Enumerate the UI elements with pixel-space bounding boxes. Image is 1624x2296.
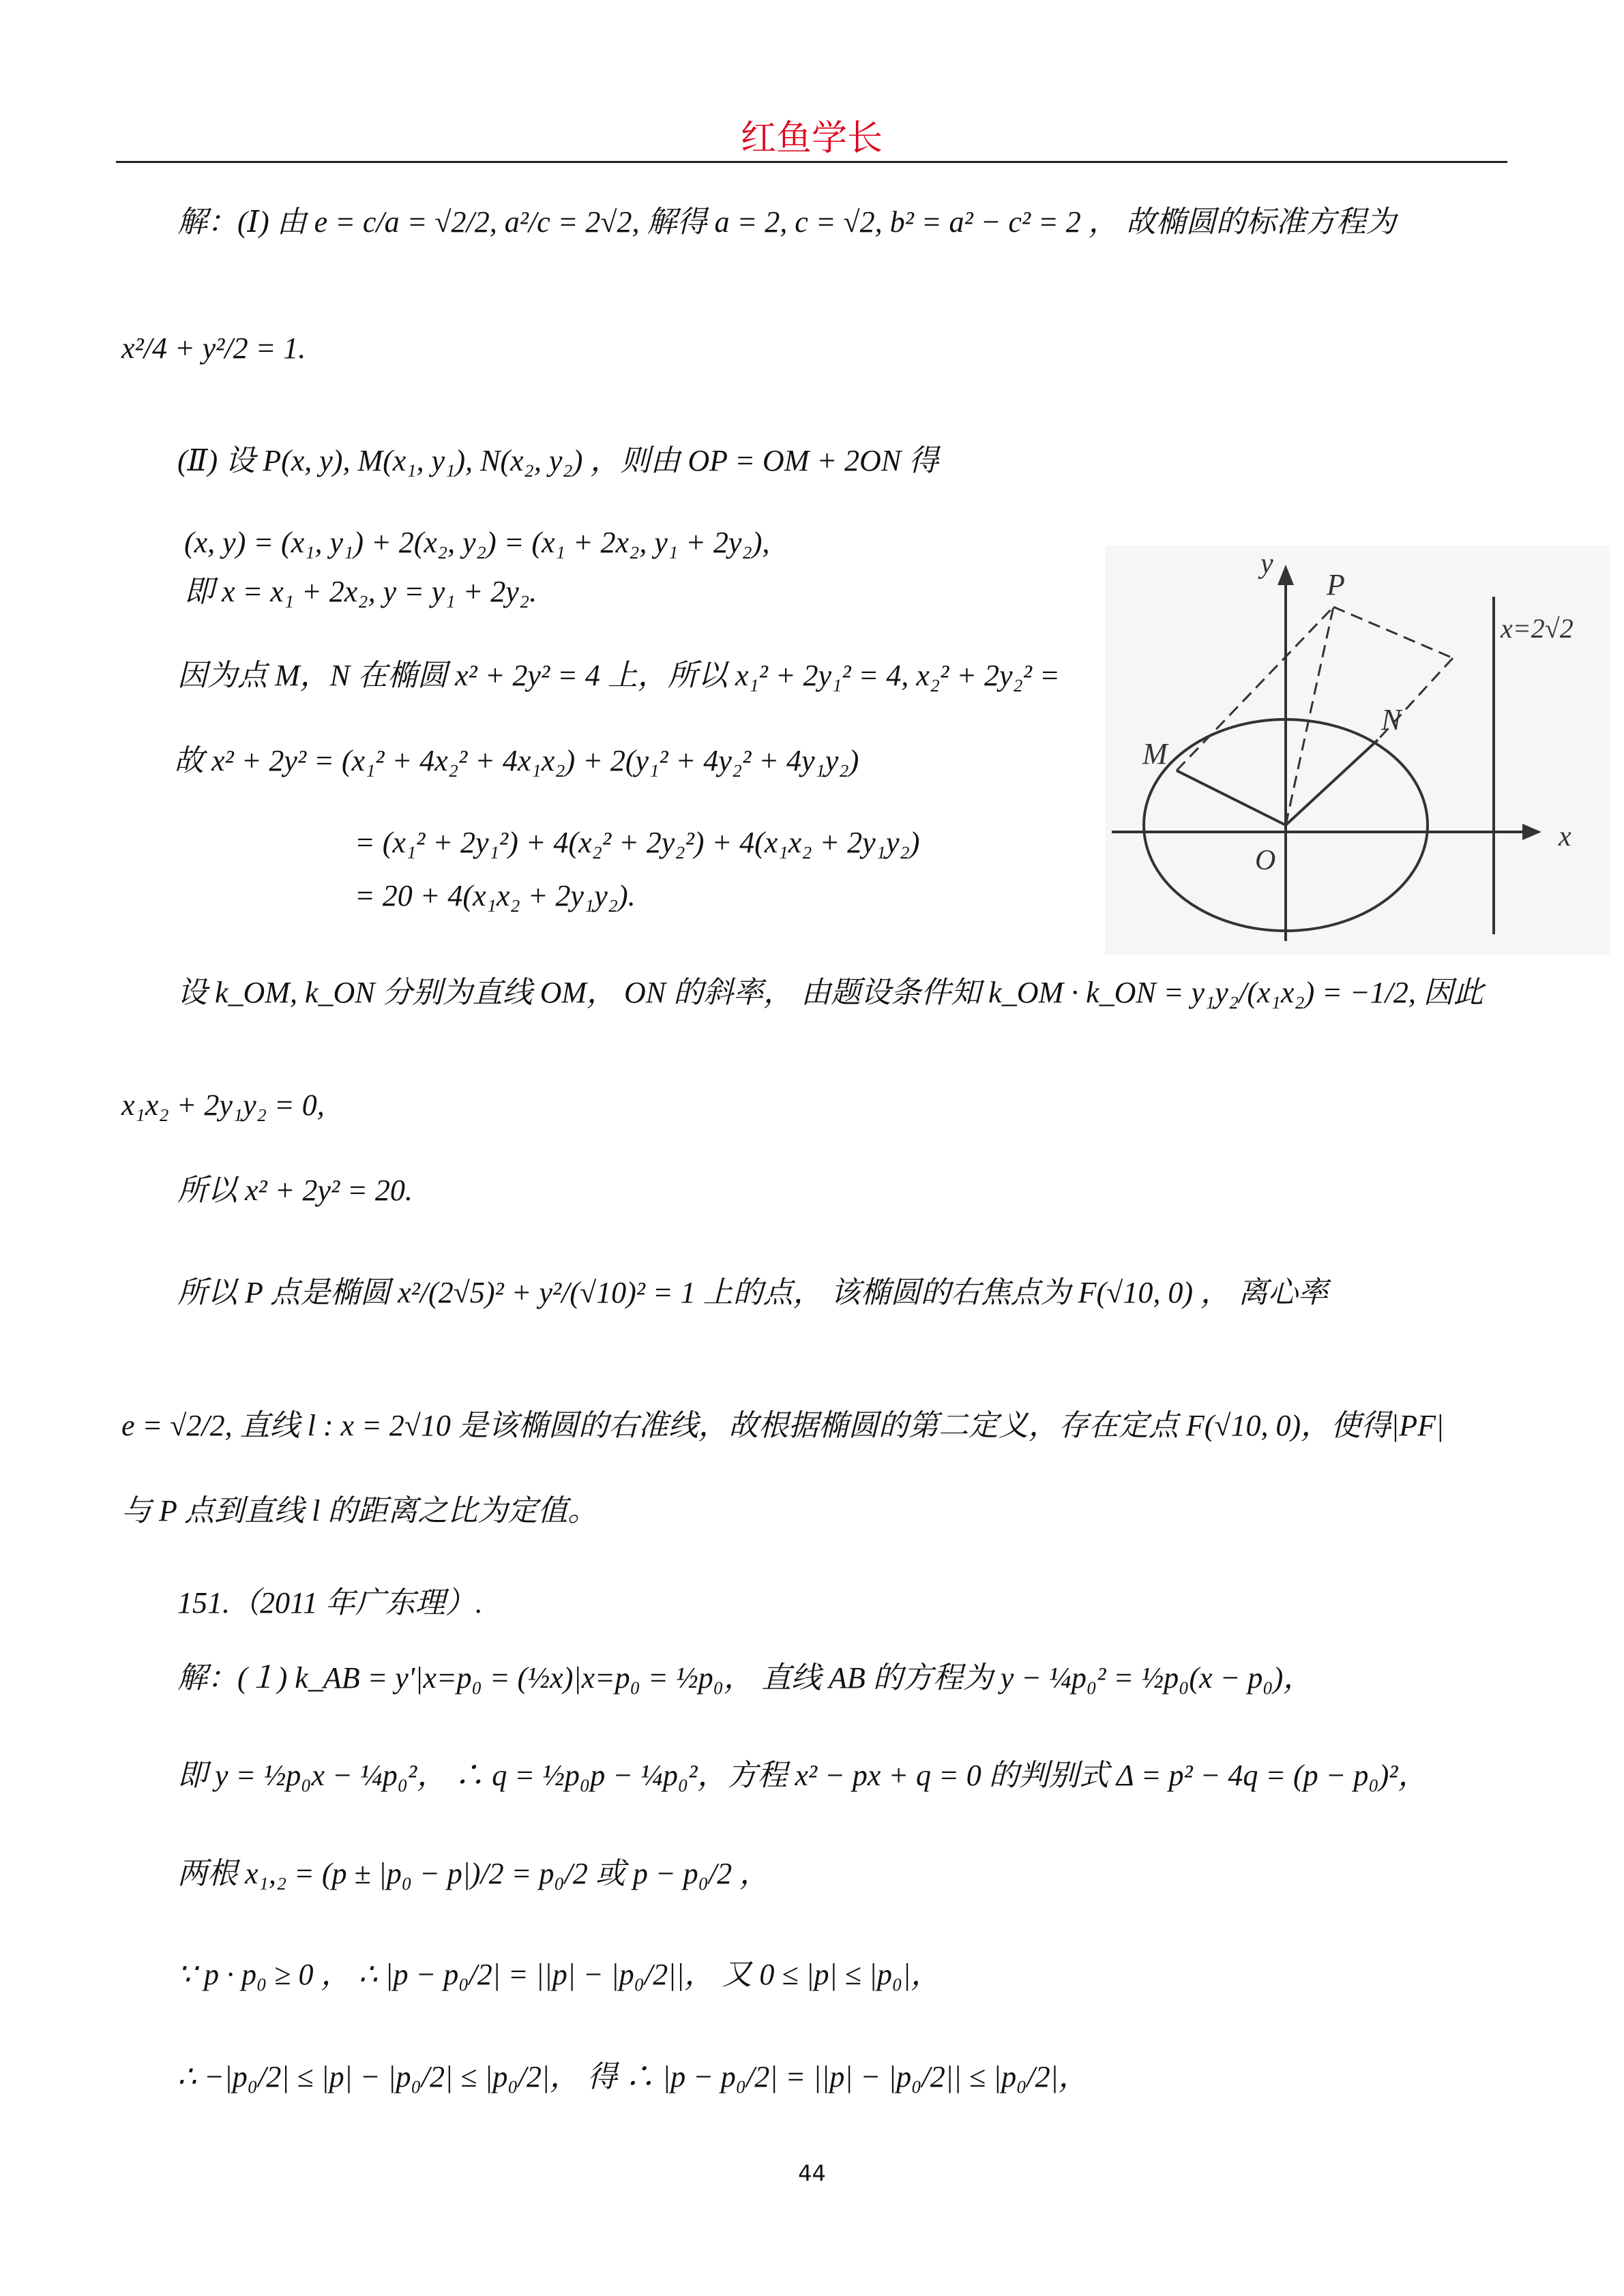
equation-3a: (x, y) = (x₁, y₁) + 2(x₂, y₂) = (x₁ + 2x₂, y₁ + 2y₂), — [184, 526, 770, 559]
paragraph-15: 两根 x₁,₂ = (p ± |p₀ − p|)/2 = p₀/2 或 p − p₀/2 ， — [177, 1857, 770, 1890]
paragraph-16: ∵ p · p₀ ≥ 0 ， ∴ |p − p₀/2| = ||p| − |p₀/2||， 又 0 ≤ |p| ≤ |p₀|， — [177, 1958, 941, 1991]
label-M: M — [1142, 737, 1168, 771]
paragraph-17: ∴ −|p₀/2| ≤ |p| − |p₀/2| ≤ |p₀/2|， 得 ∴ |p − p₀/2| = ||p| − |p₀/2|| ≤ |p₀/2|， — [177, 2060, 1089, 2093]
label-N: N — [1381, 703, 1402, 736]
paragraph-9: 所以 P 点是椭圆 x²/(2√5)² + y²/(√10)² = 1 上的点， 该椭圆的右焦点为 F(√10, 0) ， 离心率 — [177, 1276, 1328, 1309]
paragraph-14: 即 y = ½p₀x − ¼p₀²， ∴ q = ½p₀p − ¼p₀²，方程 x² − px + q = 0 的判别式 Δ = p² − 4q = (p − p₀)²， — [177, 1759, 1428, 1792]
paragraph-1: 解：(Ⅰ) 由 e = c/a = √2/2, a²/c = 2√2, 解得 a = 2, c = √2, b² = a² − c² = 2 ， 故椭圆的标准方程为 — [177, 205, 1396, 239]
page-header: 红鱼学长 — [740, 118, 883, 159]
ellipse-figure — [1105, 546, 1610, 955]
equation-5b: = (x₁² + 2y₁²) + 4(x₂² + 2y₂²) + 4(x₁x₂ + 2y₁y₂) — [355, 826, 920, 859]
paragraph-10: e = √2/2, 直线 l : x = 2√10 是该椭圆的右准线，故根据椭圆的第二定义，存在定点 F(√10, 0)，使得|PF| — [121, 1409, 1445, 1442]
equation-5c: = 20 + 4(x₁x₂ + 2y₁y₂). — [355, 879, 636, 912]
paragraph-2: (Ⅱ) 设 P(x, y), M(x₁, y₁), N(x₂, y₂) ，则由 OP = OM + 2ON 得 — [177, 444, 939, 477]
equation-3b: 即 x = x₁ + 2x₂, y = y₁ + 2y₂. — [184, 575, 537, 608]
equation-7: x₁x₂ + 2y₁y₂ = 0, — [121, 1088, 325, 1122]
equation-8: 所以 x² + 2y² = 20. — [177, 1174, 413, 1207]
paragraph-13: 解：(１) k_AB = y'|x=p₀ = (½x)|x=p₀ = ½p₀， 直线 AB 的方程为 y − ¼p₀² = ½p₀(x − p₀)， — [177, 1661, 1314, 1695]
equation-5a: 故 x² + 2y² = (x₁² + 4x₂² + 4x₁x₂) + 2(y₁² + 4y₂² + 4y₁y₂) — [174, 744, 859, 777]
label-x: x — [1559, 821, 1571, 852]
header-rule — [116, 161, 1507, 163]
label-O: O — [1255, 845, 1276, 876]
page-number: 44 — [798, 2160, 826, 2186]
figure-background — [1105, 546, 1610, 955]
ellipse-equation-1: x²/4 + y²/2 = 1. — [121, 331, 306, 365]
paragraph-6: 设 k_OM, k_ON 分别为直线 OM， ON 的斜率， 由题设条件知 k_OM · k_ON = y₁y₂/(x₁x₂) = −1/2, 因此 — [177, 976, 1483, 1009]
problem-number: 151.（2011 年广东理）. — [177, 1586, 483, 1620]
label-P: P — [1327, 568, 1345, 601]
paragraph-11: 与 P 点到直线 l 的距离之比为定值。 — [121, 1494, 598, 1527]
paragraph-4: 因为点 M，N 在椭圆 x² + 2y² = 4 上，所以 x₁² + 2y₁² = 4, x₂² + 2y₂² = — [177, 659, 1060, 692]
label-y: y — [1260, 548, 1273, 580]
label-directrix: x=2√2 — [1501, 613, 1574, 644]
